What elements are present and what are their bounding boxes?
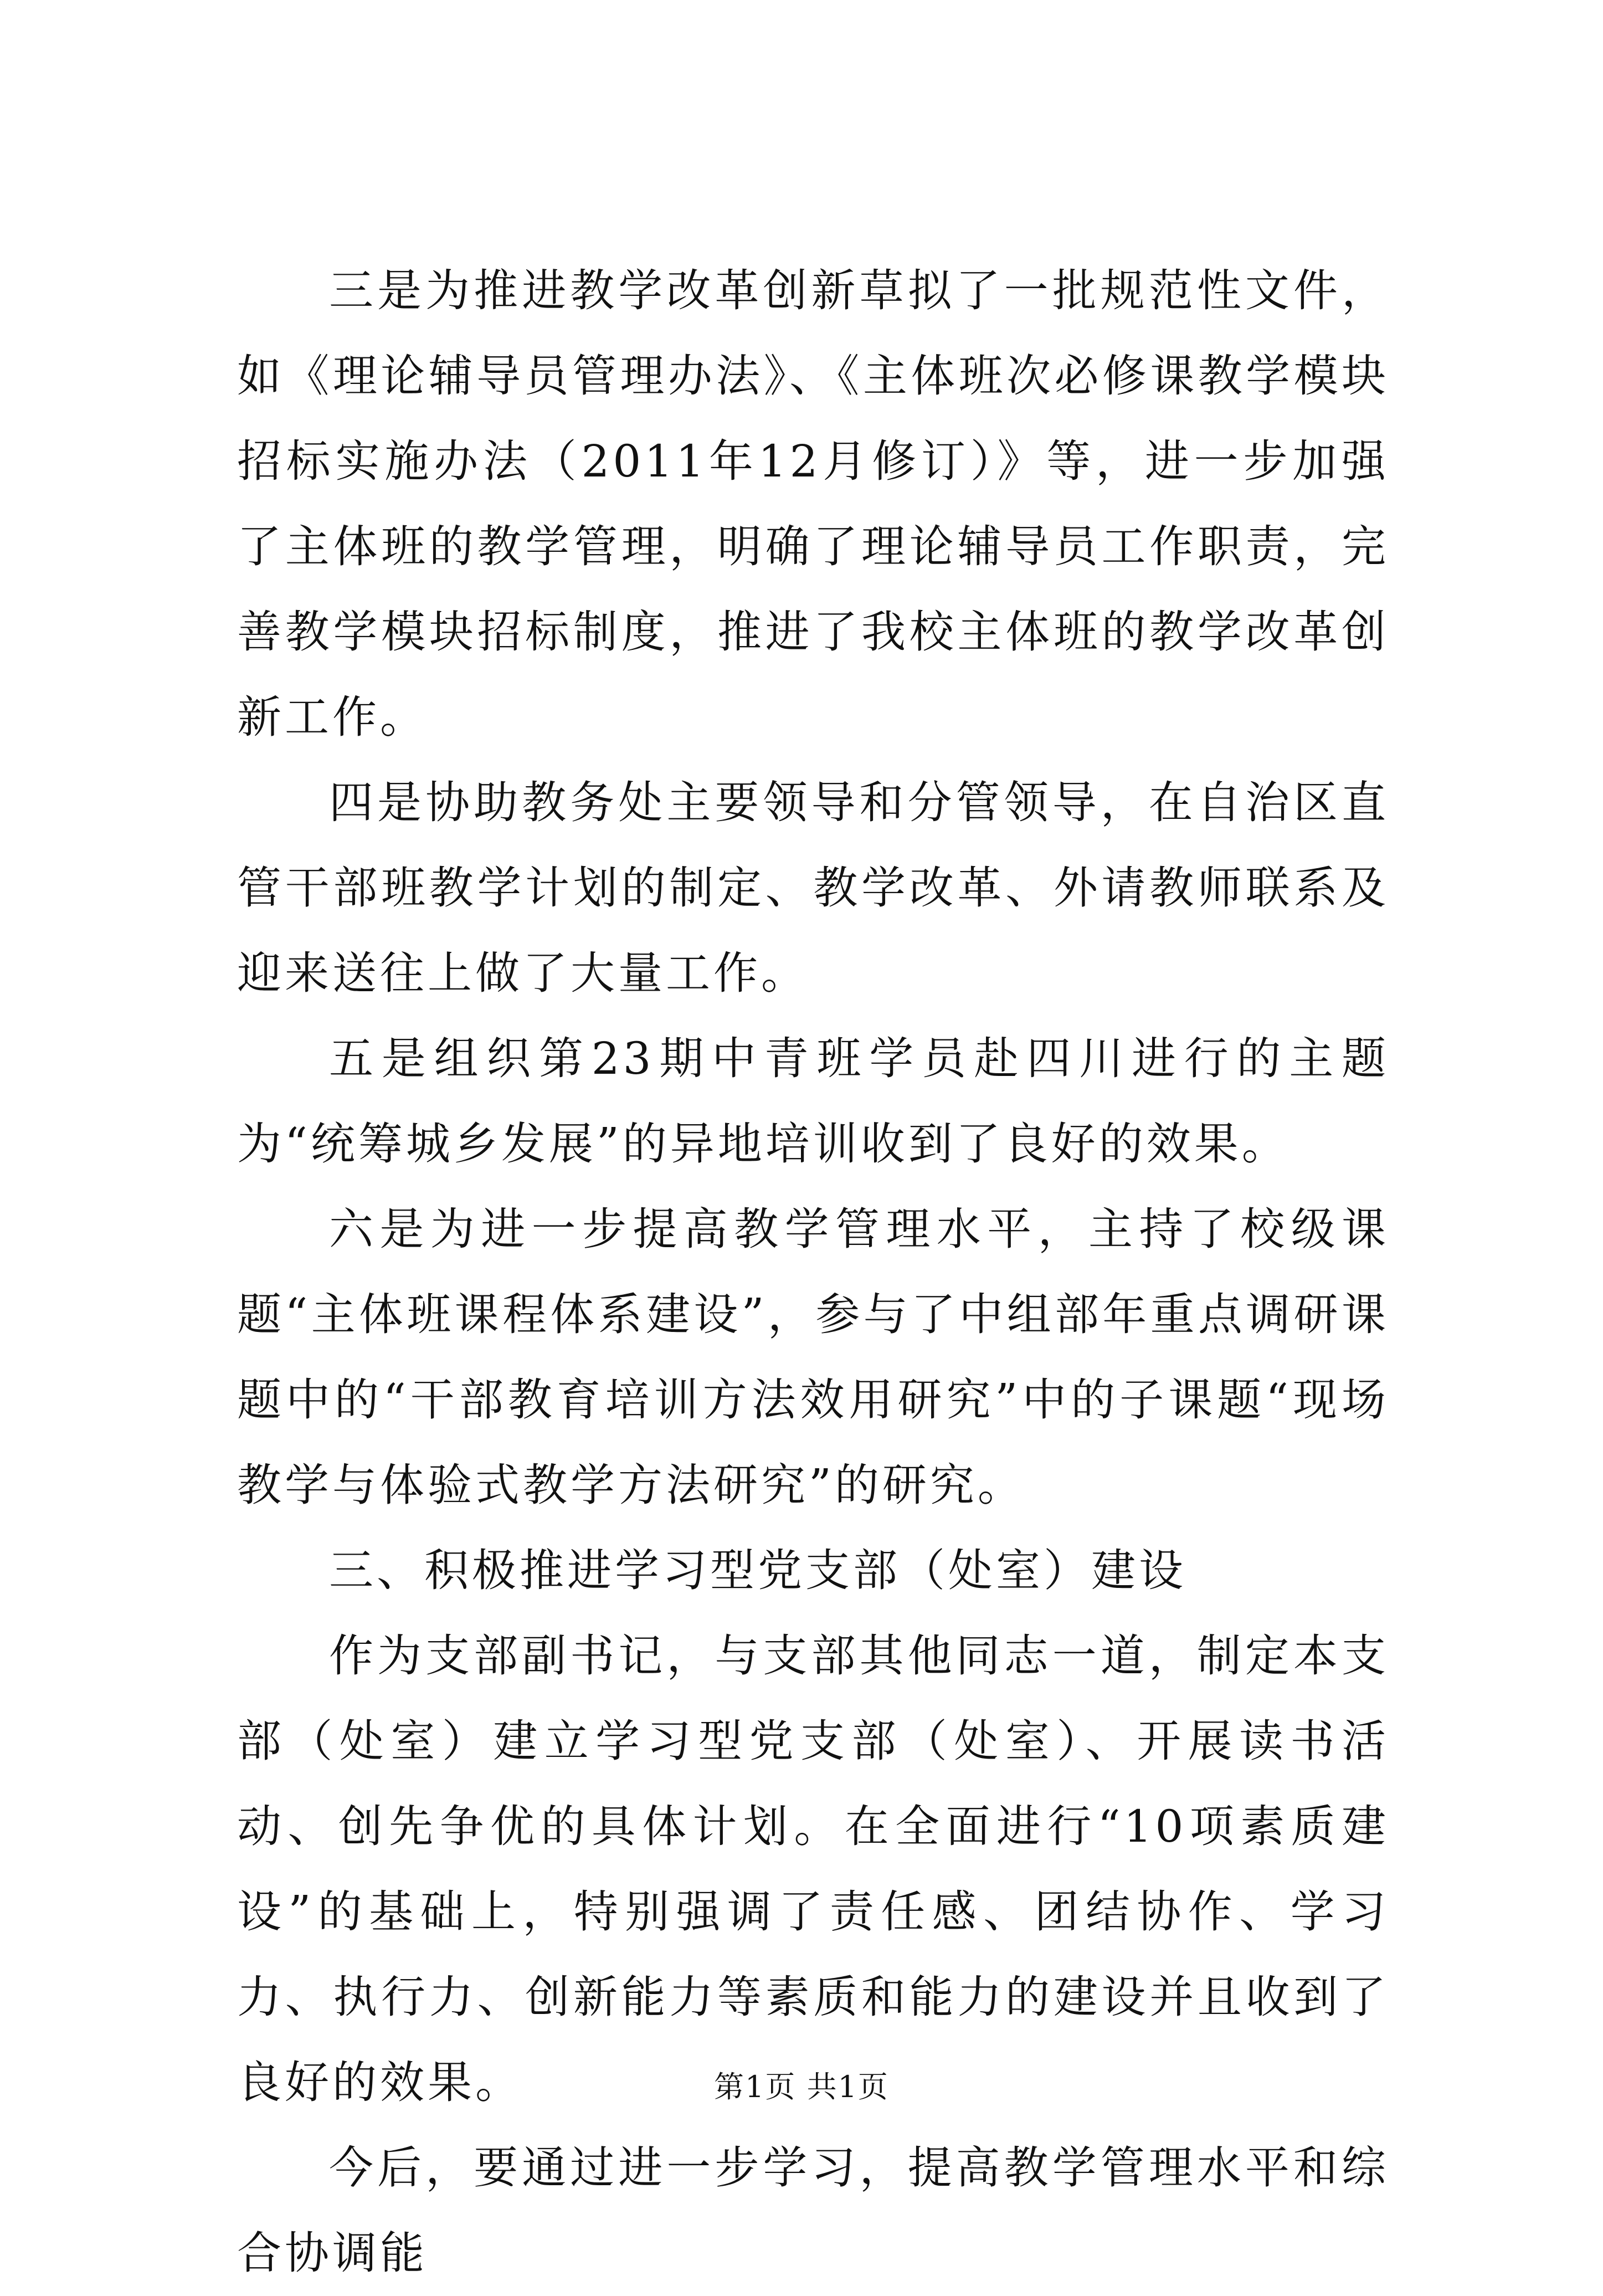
page-number-footer: 第1页 共1页	[714, 2069, 889, 2104]
paragraph-item-3: 三是为推进教学改革创新草拟了一批规范性文件，如《理论辅导员管理办法》、《主体班次必修课教学模块招标实施办法（2011年12月修订）》等，进一步加强了主体班的教学管理，明确了理论辅导员工作职责，完善教学模块招标制度，推进了我校主体班的教学改革创新工作。	[237, 265, 1389, 743]
paragraph-item-4: 四是协助教务处主要领导和分管领导，在自治区直管干部班教学计划的制定、教学改革、外请教师联系及迎来送往上做了大量工作。	[237, 777, 1389, 999]
paragraph-item-5: 五是组织第23期中青班学员赴四川进行的主题为“统筹城乡发展”的异地培训收到了良好的效果。	[237, 1033, 1389, 1170]
paragraph-item-6: 六是为进一步提高教学管理水平，主持了校级课题“主体班课程体系建设”，参与了中组部年重点调研课题中的“干部教育培训方法效用研究”中的子课题“现场教学与体验式教学方法研究”的研究。	[237, 1203, 1389, 1511]
paragraph-branch-plan: 作为支部副书记，与支部其他同志一道，制定本支部（处室）建立学习型党支部（处室）、开展读书活动、创先争优的具体计划。在全面进行“10项素质建设”的基础上，特别强调了责任感、团结协作、学习力、执行力、创新能力等素质和能力的建设并且收到了良好的效果。	[237, 1630, 1389, 2108]
document-body	[237, 248, 1389, 2296]
paragraph-future: 今后，要通过进一步学习，提高教学管理水平和综合协调能	[237, 2142, 1389, 2279]
section-heading: 三、积极推进学习型党支部（处室）建设	[329, 1545, 1186, 1596]
